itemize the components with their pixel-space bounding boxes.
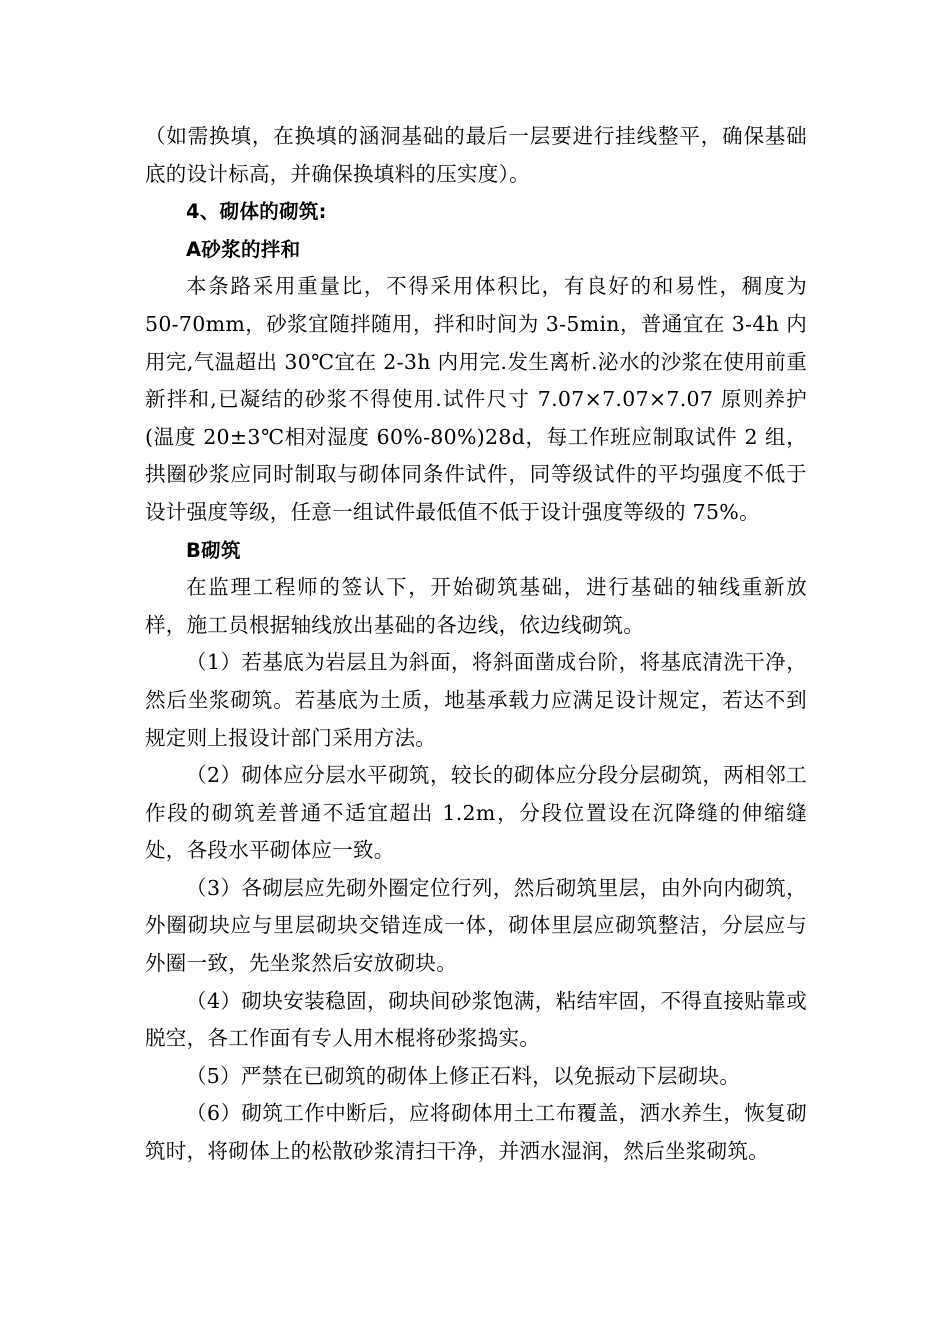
subsection-b-heading: B砌筑 xyxy=(186,538,241,562)
list-item: （6）砌筑工作中断后，应将砌体用土工布覆盖，洒水养生，恢复砌筑时，将砌体上的松散砂浆清扫干净，并洒水湿润，然后坐浆砌筑。 xyxy=(145,1101,807,1164)
subsection-b-intro: 在监理工程师的签认下，开始砌筑基础，进行基础的轴线重新放样，施工员根据轴线放出基础的各边线，依边线砌筑。 xyxy=(145,575,807,637)
list-item: （1）若基底为岩层且为斜面，将斜面凿成台阶，将基底清洗干净，然后坐浆砌筑。若基底为土质，地基承载力应满足设计规定，若达不到规定则上报设计部门采用方法。 xyxy=(145,650,807,750)
subsection-a-paragraph: 本条路采用重量比，不得采用体积比，有良好的和易性，稠度为 50-70mm，砂浆宜随拌随用，拌和时间为 3-5min，普通宜在 3-4h 内用完,气温超出 30℃宜在 2-3h 内用完.发生离析.泌水的沙浆在使用前重新拌和,已凝结的砂浆不得使用.试件尺寸 7.07×7.07×7.07 原则养护(温度 20±3℃相对湿度 60%-80%)28d，每工作班应制取试件 2 组，拱圈砂浆应同时制取与砌体同条件试件，同等级试件的平均强度不低于设计强度等级，任意一组试件最低值不低于设计强度等级的 75%。 xyxy=(145,274,807,524)
list-item: （2）砌体应分层水平砌筑，较长的砌体应分段分层砌筑，两相邻工作段的砌筑差普通不适宜超出 1.2m，分段位置设在沉降缝的伸缩缝处，各段水平砌体应一致。 xyxy=(145,763,807,863)
list-item: （3）各砌层应先砌外圈定位行列，然后砌筑里层，由外向内砌筑，外圈砌块应与里层砌块交错连成一体，砌体里层应砌筑整洁，分层应与外圈一致，先坐浆然后安放砌块。 xyxy=(145,875,807,976)
list-item: （5）严禁在已砌筑的砌体上修正石料，以免振动下层砌块。 xyxy=(186,1063,741,1088)
document-page xyxy=(145,118,807,1171)
list-item: （4）砌块安装稳固，砌块间砂浆饱满，粘结牢固，不得直接贴靠或脱空，各工作面有专人用木棍将砂浆捣实。 xyxy=(145,988,807,1051)
intro-paragraph: （如需换填，在换填的涵洞基础的最后一层要进行挂线整平，确保基础底的设计标高，并确保换填料的压实度）。 xyxy=(145,124,807,186)
section-heading: 4、砌体的砌筑: xyxy=(186,200,327,224)
subsection-a-heading: A砂浆的拌和 xyxy=(186,237,301,261)
